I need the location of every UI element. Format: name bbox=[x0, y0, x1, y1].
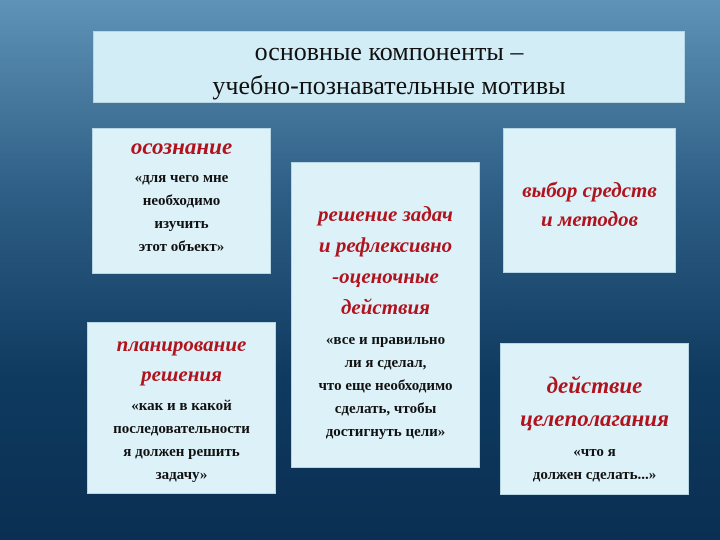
problem-solving-line-5: достигнуть цели» bbox=[325, 424, 446, 440]
planning-line-1: «как и в какой bbox=[131, 398, 232, 414]
goal-setting-text bbox=[501, 441, 688, 487]
problem-solving-line-1: «все и правильно bbox=[325, 332, 446, 348]
means-choice-heading-line-1: выбор средств bbox=[522, 178, 657, 202]
goal-setting-heading bbox=[501, 369, 688, 435]
problem-solving-line-4: сделать, чтобы bbox=[334, 401, 437, 417]
awareness-card bbox=[92, 128, 271, 274]
problem-solving-heading-line-3: -оценочные bbox=[332, 264, 439, 288]
planning-line-2: последовательности bbox=[113, 421, 250, 437]
problem-solving-heading-line-1: решение задач bbox=[318, 202, 453, 226]
goal-setting-line-2: должен сделать...» bbox=[532, 467, 657, 483]
planning-heading bbox=[88, 329, 275, 389]
goal-setting-heading-line-1: действие bbox=[546, 373, 643, 398]
awareness-line-4: этот объект» bbox=[138, 239, 225, 255]
title-line-2: учебно-познавательные мотивы bbox=[212, 71, 566, 100]
problem-solving-heading-line-2: и рефлексивно bbox=[318, 233, 453, 257]
awareness-line-2: необходимо bbox=[142, 193, 221, 209]
goal-setting-card bbox=[500, 343, 689, 495]
means-choice-heading bbox=[504, 176, 675, 234]
goal-setting-heading-line-2: целеполагания bbox=[520, 406, 669, 431]
planning-card bbox=[87, 322, 276, 494]
problem-solving-line-2: ли я сделал, bbox=[344, 355, 427, 371]
means-choice-heading-line-2: и методов bbox=[541, 207, 638, 231]
awareness-line-3: изучить bbox=[154, 216, 209, 232]
title-line-1: основные компоненты – bbox=[254, 37, 524, 66]
planning-heading-line-1: планирование bbox=[116, 332, 247, 356]
planning-heading-line-2: решения bbox=[141, 362, 222, 386]
awareness-text bbox=[93, 167, 270, 259]
awareness-heading: осознание bbox=[130, 134, 233, 159]
title-box bbox=[93, 31, 685, 103]
problem-solving-text bbox=[292, 329, 479, 444]
problem-solving-card bbox=[291, 162, 480, 468]
planning-line-4: задачу» bbox=[155, 467, 208, 483]
awareness-line-1: «для чего мне bbox=[134, 170, 229, 186]
means-choice-card bbox=[503, 128, 676, 273]
problem-solving-heading-line-4: действия bbox=[341, 295, 430, 319]
problem-solving-heading bbox=[292, 199, 479, 323]
problem-solving-line-3: что еще необходимо bbox=[318, 378, 453, 394]
planning-line-3: я должен решить bbox=[123, 444, 240, 460]
goal-setting-line-1: «что я bbox=[573, 444, 616, 460]
planning-text bbox=[88, 395, 275, 487]
